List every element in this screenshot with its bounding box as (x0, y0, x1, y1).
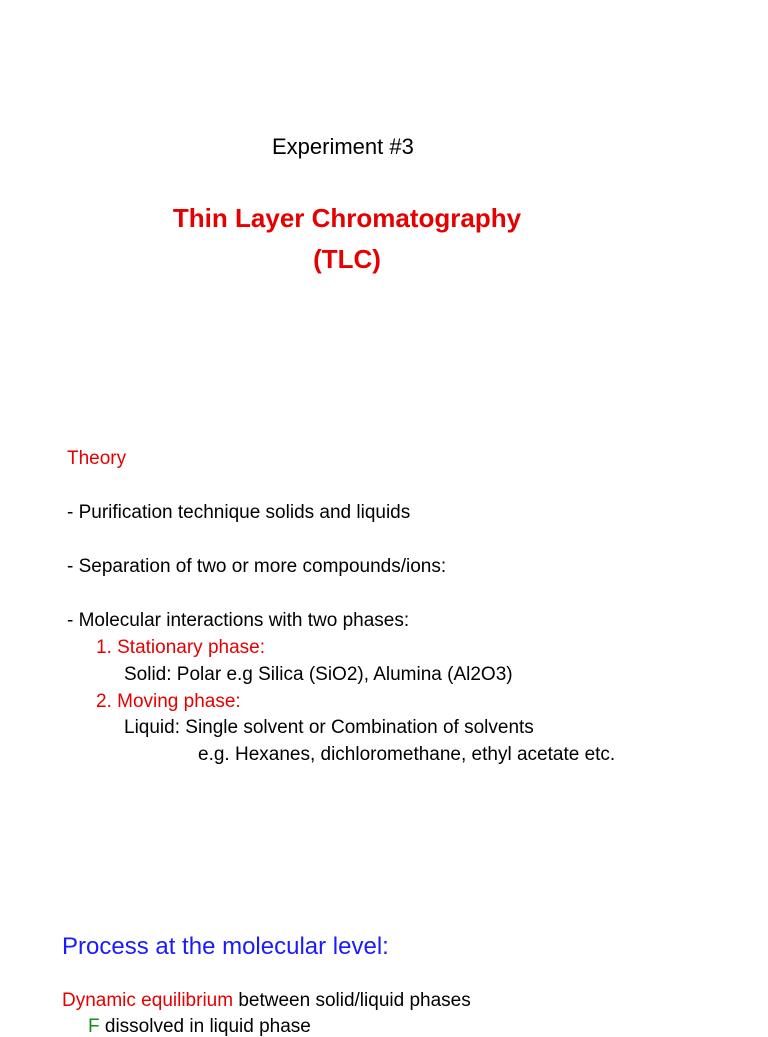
cut-off-green-text: F (88, 1016, 100, 1037)
bullet-interactions: - Molecular interactions with two phases: (67, 610, 410, 631)
dynamic-equilibrium-line (62, 991, 471, 1010)
stationary-phase-detail: Solid: Polar e.g Silica (SiO2), Alumina (Al2O3) (124, 664, 513, 685)
cut-off-rest-text: dissolved in liquid phase (99, 1016, 311, 1037)
main-title-line2: (TLC) (313, 244, 381, 274)
moving-phase-detail: Liquid: Single solvent or Combination of solvents (124, 717, 534, 738)
dynamic-equilibrium-rest: between solid/liquid phases (233, 990, 471, 1011)
theory-heading: Theory (67, 448, 127, 469)
moving-phase-example: e.g. Hexanes, dichloromethane, ethyl acetate etc. (198, 744, 616, 765)
process-heading: Process at the molecular level: (62, 933, 389, 960)
bullet-separation: - Separation of two or more compounds/ions: (67, 556, 447, 577)
cut-off-line (88, 1017, 311, 1036)
bullet-purification: - Purification technique solids and liquids (67, 502, 411, 523)
main-title-line1: Thin Layer Chromatography (172, 203, 522, 233)
experiment-label: Experiment #3 (272, 134, 414, 159)
dynamic-equilibrium-label: Dynamic equilibrium (62, 990, 234, 1011)
moving-phase-label: 2. Moving phase: (96, 691, 241, 712)
stationary-phase-label: 1. Stationary phase: (96, 637, 265, 658)
